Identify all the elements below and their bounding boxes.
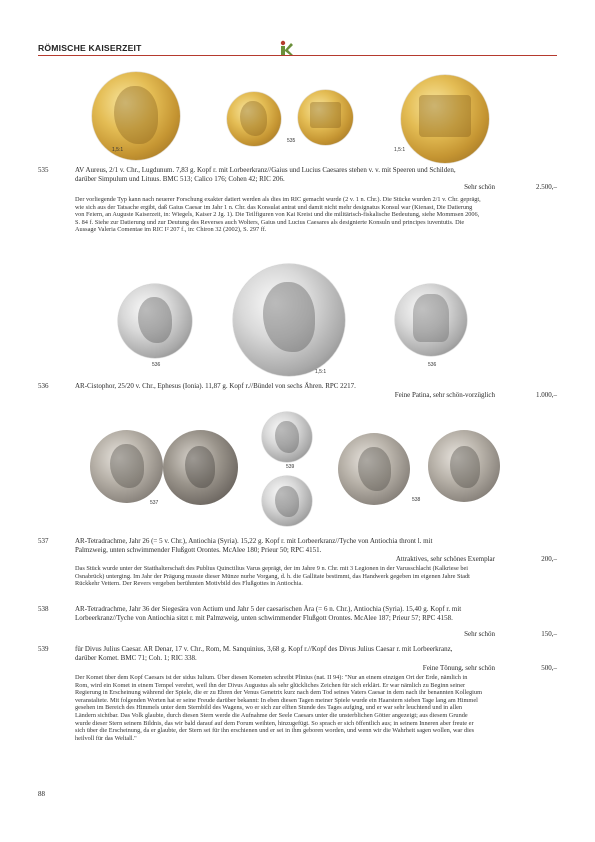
lot-note: Das Stück wurde unter der Statthalterschaft des Publius Quinctilius Varus geprägt, der im Jahre 9 n. Chr. mit 3 Legionen in der Varusschlacht (Kalkriese bei Osnabrück) unterging. Im Jahr der Prägung musste dieser Münze nurhe Vorgang, d. h. die Gallitate bestimmt, das Handwerk gegeben im eigenen Jahre Stadt Rückkehr Vettern. Der Revers vergeben berühmten Motivbild des Flußgottes in Antiochia. [75,565,470,588]
lot-grade: Feine Patina, sehr schön-vorzüglich [394,391,495,399]
lot-note: Der Komet über dem Kopf Caesars ist der sidus Iulium. Über diesen Kometen schreibt Plinius (nat. II 94): "Nur an einem einzigen Ort der Erde, nämlich in Rom, wird ein Komet in einem Tempel verehrt, weil ihn der Divus Augustus als sehr glückliches Zeichen für sich erklärt. Er war nämlich zu Beginn seiner Regierung in Erscheinung während der Spiele, die er zu Ehren der Venus Genetrix kurz nach dem Tod seines Vaters Caesar in dem nach ihr benannten Kollegium veranstaltete. Mit folgenden Worten hat er seine Freude darüber bekannt: In eben diesen Tagen meiner Spiele wurde ein Haarstern sieben Tage lang am Himmel gesehen im Bereich des Himmels unter dem Sternbild des Wagens, wo er sich zur elften Stunde des Tages aufging, und er war sehr leuchtend und in allen Ländern sichtbar. Das Volk glaubte, durch diesen Stern werde die Aufnahme der Seele Caesars unter die unsterblichen Götter angezeigt; aus diesem Grunde wurde dieser Stern seinem Bildnis, das wir bald darauf auf dem Forum weihten, hinzugefügt. So sprach er sich öffentlich aus; in seinem Inneren aber freute er sich über die Erscheinung, da er glaubte, der Stern sei für ihn erschienen und er sei in ihm geboren worden, und wenn wir die Wahrheit sagen wollen, war dies heilvoll für das Weltall." [75,674,482,742]
caption-lot: 536 [152,362,161,368]
lot-number: 539 [38,645,49,653]
coin-535-obverse [227,92,281,146]
lot-grade: Feine Tönung, sehr schön [422,664,495,672]
coin-536-obverse [118,284,192,358]
coin-539-reverse [262,476,312,526]
coin-535-reverse-enlarged [401,75,489,163]
lot-number: 536 [38,382,49,390]
coin-537-reverse [163,430,238,505]
caption-scale: 1,5:1 [112,147,124,153]
lot-grade: Sehr schön [464,183,495,191]
caption-lot: 538 [412,497,421,503]
coin-537-obverse [90,430,163,503]
coin-536-obverse-enlarged [233,264,345,376]
caption-lot: 539 [286,464,295,470]
lot-price: 150,– [541,630,557,638]
lot-description: AR-Cistophor, 25/20 v. Chr., Ephesus (Ionia). 11,87 g. Kopf r.//Bündel von sechs Ähren. RPC 2217. [75,382,356,390]
lot-grade: Sehr schön [464,630,495,638]
lot-price: 500,– [541,664,557,672]
lot-grade: Attraktives, sehr schönes Exemplar [395,555,495,563]
page-number: 88 [38,790,45,798]
page-header [38,42,557,56]
caption-lot: 536 [428,362,437,368]
caption-scale: 1,5:1 [394,147,406,153]
k-logo-icon [278,40,294,56]
section-title: RÖMISCHE KAISERZEIT [38,43,142,53]
caption-scale: 1,5:1 [315,369,327,375]
caption-lot: 535 [287,138,296,144]
lot-description: AV Aureus, 2/1 v. Chr., Lugdunum. 7,83 g. Kopf r. mit Lorbeerkranz//Gaius und Lucius Caesares stehen v. v. mit Speeren und Schilden, darüber Simpulum und Lituus. BMC 513; Calico 176; Cohen 42; RIC 206. [75,166,456,183]
coin-535-obverse-enlarged [92,72,180,160]
lot-note: Der vorliegende Typ kann nach neuerer Forschung exakter datiert werden als dies im RIC gemacht wurde (2 v. 1 n. Chr.). Die Stücke wurden 2/1 v. Chr. geprägt, wie sich aus der Tatsache ergibt, daß Gaius Caesar im Jahr 1 n. Chr. das Konsulat antrat und damit nicht mehr designatus Konsul war (Kienast, Die Datierung von Feiern, an Auguste Kaiserzeit, in: Wiegels, Kaiser 2 Jg. 1). Die Teilfiguren von Kai Kreist und die militärisch-fiskalische Bedeutung, siehe Mommsen 2006, S. 84 f. Siehe zur Datierung und zur Deutung des Reverses auch Wolters, Gaius und Lucius Caesares als designierte Konsuln und principes iuventutis. Die Aussage Valeria Comentae im RIC I² 207 f., in: Chiron 32 (2002), S. 297 ff. [75,196,481,234]
lot-number: 538 [38,605,49,613]
coin-538-obverse [338,433,410,505]
header-rule [38,55,557,56]
lot-description: AR-Tetradrachme, Jahr 26 (= 5 v. Chr.), Antiochia (Syria). 15,22 g. Kopf r. mit Lorbeerkranz//Tyche von Antiochia thront l. mit Palmzweig, unten schwimmender Flußgott Orontes. McAlee 180; Prieur 50; RPC 4151. [75,537,433,554]
lot-price: 1.000,– [536,391,557,399]
coin-539-obverse [262,412,312,462]
coin-538-reverse [428,430,500,502]
lot-description: AR-Tetradrachme, Jahr 36 der Siegesära von Actium und Jahr 5 der caesarischen Ära (= 6 n. Chr.), Antiochia (Syria). 15,40 g. Kopf r. mit Lorbeerkranz//Tyche von Antiochia sitzt r. mit Palmzweig, unten schwimmender Flußgott Orontes. McAlee 187; Prieur 57; RPC 4158. [75,605,462,622]
coin-536-reverse [395,284,467,356]
lot-number: 535 [38,166,49,174]
lot-price: 2.500,– [536,183,557,191]
caption-lot: 537 [150,500,159,506]
lot-price: 200,– [541,555,557,563]
lot-description: für Divus Julius Caesar. AR Denar, 17 v. Chr., Rom, M. Sanquinius, 3,68 g. Kopf r.//Kopf des Divus Julius Caesar r. mit Lorbeerkranz, darüber Komet. BMC 71; Coh. 1; RIC 338. [75,645,453,662]
lot-number: 537 [38,537,49,545]
coin-535-reverse [298,90,353,145]
